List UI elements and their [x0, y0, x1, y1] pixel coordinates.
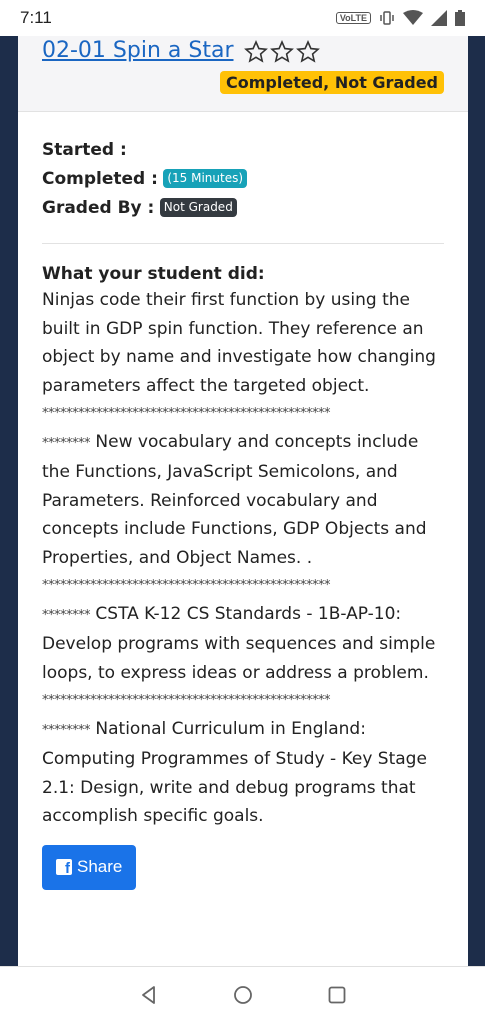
- star-empty-icon: [270, 40, 294, 64]
- started-label: Started :: [42, 140, 127, 160]
- status-icons: [336, 10, 465, 26]
- star-rating: [244, 40, 320, 64]
- background-right: [467, 36, 485, 966]
- separator-line: ************************************************: [42, 578, 330, 593]
- separator-prefix: ********: [42, 608, 90, 623]
- volte-indicator: VoLTE: [336, 12, 371, 24]
- paragraph-text: CSTA K-12 CS Standards - 1B-AP-10: Develop programs with sequences and simple loops, to express ideas or address a problem.: [42, 604, 436, 683]
- completed-row: [42, 165, 444, 194]
- activity-meta: [42, 136, 444, 223]
- separator-prefix: ********: [42, 436, 90, 451]
- recents-icon[interactable]: [326, 984, 348, 1006]
- back-icon[interactable]: [138, 984, 160, 1006]
- divider: [42, 243, 444, 244]
- description-paragraph: [42, 715, 444, 831]
- vibrate-icon: [379, 10, 395, 26]
- started-row: [42, 136, 444, 165]
- signal-icon: [431, 10, 447, 26]
- activity-title-link[interactable]: 02-01 Spin a Star: [42, 38, 234, 63]
- share-button[interactable]: [42, 845, 136, 890]
- description-heading: What your student did:: [42, 264, 265, 284]
- home-icon[interactable]: [232, 984, 254, 1006]
- description-paragraph: [42, 428, 444, 572]
- graded-label: Graded By :: [42, 198, 155, 218]
- description-paragraph: [42, 600, 444, 687]
- separator-prefix: ********: [42, 723, 90, 738]
- duration-badge: (15 Minutes): [163, 169, 247, 188]
- facebook-icon: f: [56, 859, 72, 875]
- card-header: [18, 36, 468, 112]
- paragraph-text: National Curriculum in England: Computing Programmes of Study - Key Stage 2.1: Design, write and debug programs that accomplish specific goals.: [42, 719, 427, 826]
- system-navigation-bar: [0, 966, 485, 1023]
- paragraph-text: New vocabulary and concepts include the Functions, JavaScript Semicolons, and Parameters. Reinforced vocabulary and concepts include Functions, GDP Objects and Properties, and Object Names. .: [42, 432, 427, 568]
- status-badge: Completed, Not Graded: [220, 71, 444, 94]
- clock: 7:11: [20, 8, 52, 27]
- battery-icon: [455, 10, 465, 26]
- background-left: [0, 36, 18, 966]
- description-body: [42, 286, 444, 831]
- share-label: Share: [77, 857, 123, 876]
- wifi-icon: [403, 10, 423, 26]
- star-empty-icon: [296, 40, 320, 64]
- activity-card: [18, 36, 468, 966]
- graded-badge: Not Graded: [160, 198, 237, 217]
- separator-line: ************************************************: [42, 406, 330, 421]
- star-empty-icon: [244, 40, 268, 64]
- description-paragraph: Ninjas code their first function by using the built in GDP spin function. They reference an object by name and investigate how changing parameters affect the targeted object.: [42, 290, 436, 396]
- status-bar: [0, 0, 485, 36]
- completed-label: Completed :: [42, 169, 158, 189]
- card-body: [18, 136, 468, 890]
- separator-line: ************************************************: [42, 693, 330, 708]
- graded-row: [42, 194, 444, 223]
